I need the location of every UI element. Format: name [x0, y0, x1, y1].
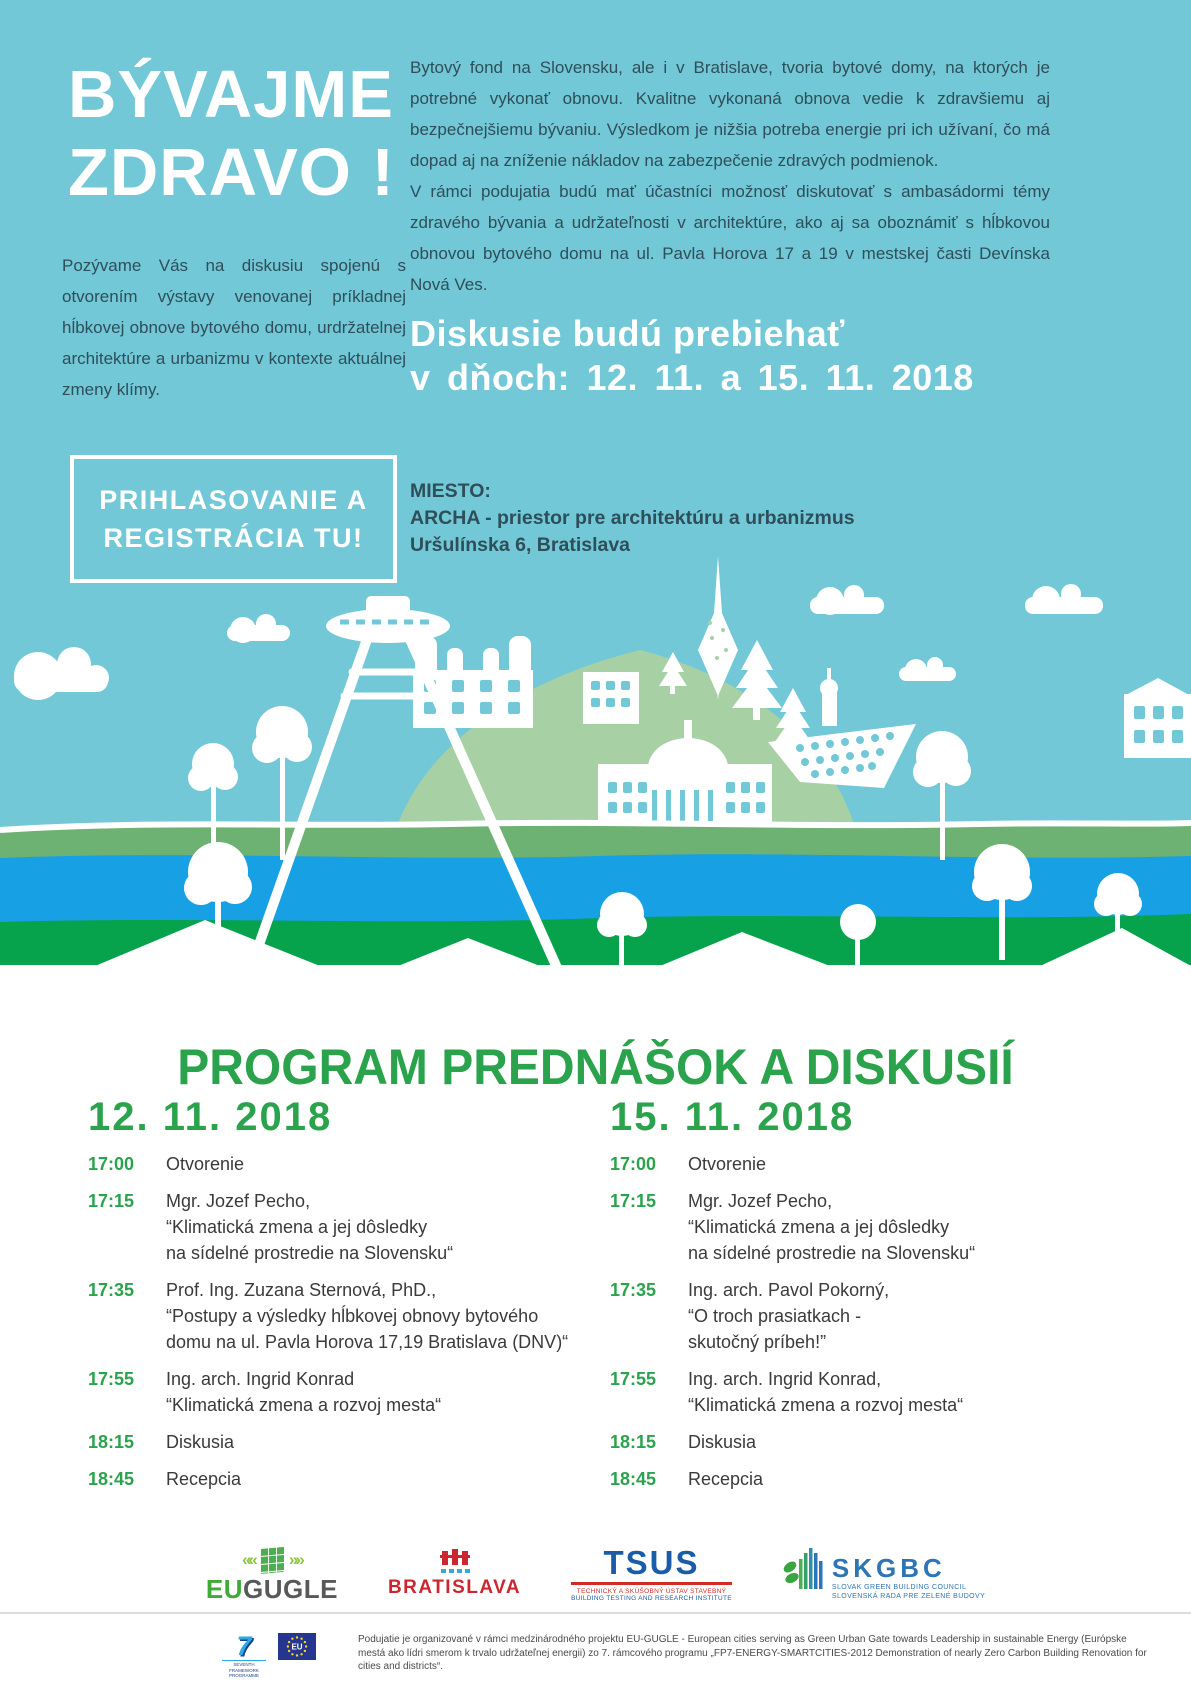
entry-line: Ing. arch. Pavol Pokorný, — [688, 1280, 890, 1300]
skgbc-wordmark: SKGBC — [831, 1553, 946, 1583]
schedule-entry — [88, 1429, 593, 1455]
eugugle-chevrons-right: »» — [288, 1550, 302, 1569]
entry-lines — [166, 1188, 453, 1266]
skgbc-subtitle-sk: SLOVENSKÁ RADA PRE ZELENÉ BUDOVY — [831, 1593, 986, 1600]
entry-line: “Postupy a výsledky hĺbkovej obnovy bytového — [166, 1306, 539, 1326]
entry-line: Ing. arch. Ingrid Konrad, — [688, 1369, 882, 1389]
entry-line: “O troch prasiatkach - — [688, 1306, 862, 1326]
logo-skgbc — [782, 1545, 985, 1601]
poster-title-line2: ZDRAVO ! — [68, 135, 395, 210]
schedule-entry — [88, 1466, 593, 1492]
entry-time: 17:15 — [88, 1191, 135, 1211]
entry-line: Otvorenie — [688, 1154, 767, 1174]
schedule-entry — [88, 1277, 593, 1355]
poster-title — [68, 56, 395, 212]
fp7-logo — [222, 1633, 266, 1679]
entry-lines — [688, 1366, 963, 1418]
footer-divider — [0, 1612, 1191, 1614]
entry-line: domu na ul. Pavla Horova 17,19 Bratislava (DNV)“ — [166, 1332, 569, 1352]
registration-label-line2: REGISTRÁCIA TU! — [103, 523, 364, 553]
entry-line: Diskusia — [166, 1432, 235, 1452]
entry-time: 17:35 — [610, 1280, 657, 1300]
description-paragraph-2: V rámci podujatia budú mať účastníci možnosť diskutovať s ambasádormi témy zdravého bývania a udržateľnosti v architektúre, ako aj sa oboznámiť s hĺbkovou obnovou bytového domu na ul. Pavla Horova 17 a 19 v mestskej časti Devínska Nová Ves. — [410, 182, 1050, 294]
program-day-1 — [88, 1095, 593, 1503]
discussion-dates-heading — [410, 312, 974, 400]
entry-time: 17:15 — [610, 1191, 657, 1211]
entry-line: “Klimatická zmena a rozvoj mesta“ — [166, 1395, 442, 1415]
footer — [222, 1633, 1148, 1679]
eugugle-building-icon — [260, 1546, 284, 1574]
schedule-entry — [88, 1366, 593, 1418]
eugugle-chevrons-left: «« — [241, 1550, 255, 1569]
entry-time: 17:55 — [88, 1369, 135, 1389]
description-paragraph-1: Bytový fond na Slovensku, ale i v Bratislave, tvoria bytové domy, na ktorých je potrebné vykonať obnovu. Kvalitne vykonaná obnova vedie k zdravšiemu aj bezpečnejšiemu bývaniu. Výsledkom je nižšia potreba energie pri ich užívaní, čo má dopad aj na zníženie nákladov na zabezpečenie zdravých podmienok. — [410, 58, 1050, 170]
skgbc-subtitle-en: SLOVAK GREEN BUILDING COUNCIL — [831, 1584, 967, 1591]
schedule-entry — [610, 1277, 1155, 1355]
entry-line: Recepcia — [688, 1469, 764, 1489]
day-1-entries — [88, 1151, 593, 1492]
tsus-red-bar — [571, 1582, 732, 1585]
schedule-entry — [610, 1429, 1155, 1455]
entry-line: Mgr. Jozef Pecho, — [166, 1191, 311, 1211]
poster-title-line1: BÝVAJME — [68, 57, 394, 132]
entry-line: Recepcia — [166, 1469, 242, 1489]
skgbc-leaf-building-icon — [782, 1545, 824, 1597]
eu-flag-label: EU — [291, 1642, 303, 1652]
venue-name: ARCHA - priestor pre architektúru a urbanizmus — [410, 507, 855, 529]
eu-flag-icon — [278, 1633, 316, 1660]
entry-lines — [688, 1188, 975, 1266]
entry-line: “Klimatická zmena a rozvoj mesta“ — [688, 1395, 964, 1415]
entry-line: “Klimatická zmena a jej dôsledky — [688, 1217, 950, 1237]
entry-time: 17:55 — [610, 1369, 657, 1389]
bratislava-wordmark: BRATISLAVA — [387, 1577, 522, 1598]
bratislava-skyline-illustration — [0, 520, 1191, 965]
dates-heading-line2: v dňoch: 12. 11. a 15. 11. 2018 — [410, 357, 974, 398]
eugugle-wordmark: EUGUGLE — [205, 1574, 338, 1604]
entry-line: Mgr. Jozef Pecho, — [688, 1191, 833, 1211]
schedule-entry — [88, 1188, 593, 1266]
entry-lines — [166, 1151, 244, 1177]
entry-line: na sídelné prostredie na Slovensku“ — [688, 1243, 976, 1263]
program-day-2 — [610, 1095, 1155, 1503]
description-column — [410, 52, 1050, 300]
entry-lines — [166, 1466, 241, 1492]
entry-lines — [166, 1429, 234, 1455]
logo-bratislava — [388, 1545, 521, 1601]
town-building — [583, 672, 639, 724]
invitation-paragraph: Pozývame Vás na diskusiu spojenú s otvorením výstavy venovanej príkladnej hĺbkovej obnove bytového domu, urdržatelnej architektúre a urbanizmu v kontexte aktuálnej zmeny klímy. — [62, 256, 406, 399]
schedule-entry — [610, 1366, 1155, 1418]
day-2-entries — [610, 1151, 1155, 1492]
tsus-wordmark: TSUS — [603, 1544, 700, 1581]
venue-address: Uršulínska 6, Bratislava — [410, 534, 631, 556]
entry-time: 18:45 — [88, 1469, 135, 1489]
entry-time: 18:15 — [610, 1432, 657, 1452]
schedule-entry — [610, 1466, 1155, 1492]
fp7-label: SEVENTH FRAMEWORK PROGRAMME — [222, 1660, 266, 1679]
entry-line: Otvorenie — [166, 1154, 245, 1174]
day-2-date: 15. 11. 2018 — [610, 1095, 855, 1139]
schedule-entry — [88, 1151, 593, 1177]
day-1-date: 12. 11. 2018 — [88, 1095, 333, 1139]
entry-lines — [688, 1277, 889, 1355]
right-houses — [1124, 678, 1191, 758]
partner-logos-bar — [0, 1545, 1191, 1603]
tsus-subtitle-en: BUILDING TESTING AND RESEARCH INSTITUTE — [571, 1595, 732, 1602]
registration-label-line1: PRIHLASOVANIE A — [99, 485, 368, 515]
entry-line: skutočný príbeh!” — [688, 1332, 827, 1352]
entry-lines — [166, 1277, 568, 1355]
schedule-entry — [610, 1188, 1155, 1266]
entry-time: 18:45 — [610, 1469, 657, 1489]
entry-lines — [688, 1151, 766, 1177]
entry-time: 17:00 — [610, 1154, 657, 1174]
fp7-seven-glyph: 7 — [236, 1631, 252, 1661]
entry-time: 17:00 — [88, 1154, 135, 1174]
entry-line: Prof. Ing. Zuzana Sternová, PhD., — [166, 1280, 437, 1300]
entry-lines — [688, 1429, 756, 1455]
entry-lines — [166, 1366, 441, 1418]
bratislava-castle-icon — [388, 1545, 521, 1575]
logo-tsus — [571, 1545, 732, 1602]
entry-lines — [688, 1466, 763, 1492]
entry-line: Diskusia — [688, 1432, 757, 1452]
entry-line: na sídelné prostredie na Slovensku“ — [166, 1243, 454, 1263]
venue-label: MIESTO: — [410, 480, 491, 502]
entry-time: 18:15 — [88, 1432, 135, 1452]
tsus-subtitle-sk: TECHNICKÝ A SKÚŠOBNÝ ÚSTAV STAVEBNÝ — [576, 1588, 727, 1595]
entry-line: Ing. arch. Ingrid Konrad — [166, 1369, 355, 1389]
footer-credits-text: Podujatie je organizované v rámci medzinárodného projektu EU-GUGLE - European cities serving as Green Urban Gate towards Leadership in sustainable Energy (Európske mestá ako lídri smerom k trvalo udržateľnej energii) zo 7. rámcového programu „FP7-ENERGY-SMARTCITIES-2012 Demonstration of nearly Zero Carbon Building Renovation for cities and districts“. — [358, 1634, 1147, 1672]
logo-eugugle — [206, 1545, 338, 1603]
entry-time: 17:35 — [88, 1280, 135, 1300]
dates-heading-line1: Diskusie budú prebiehať — [410, 313, 845, 354]
schedule-entry — [610, 1151, 1155, 1177]
entry-line: “Klimatická zmena a jej dôsledky — [166, 1217, 428, 1237]
program-heading: PROGRAM PREDNÁŠOK A DISKUSIÍ — [177, 1038, 1014, 1095]
